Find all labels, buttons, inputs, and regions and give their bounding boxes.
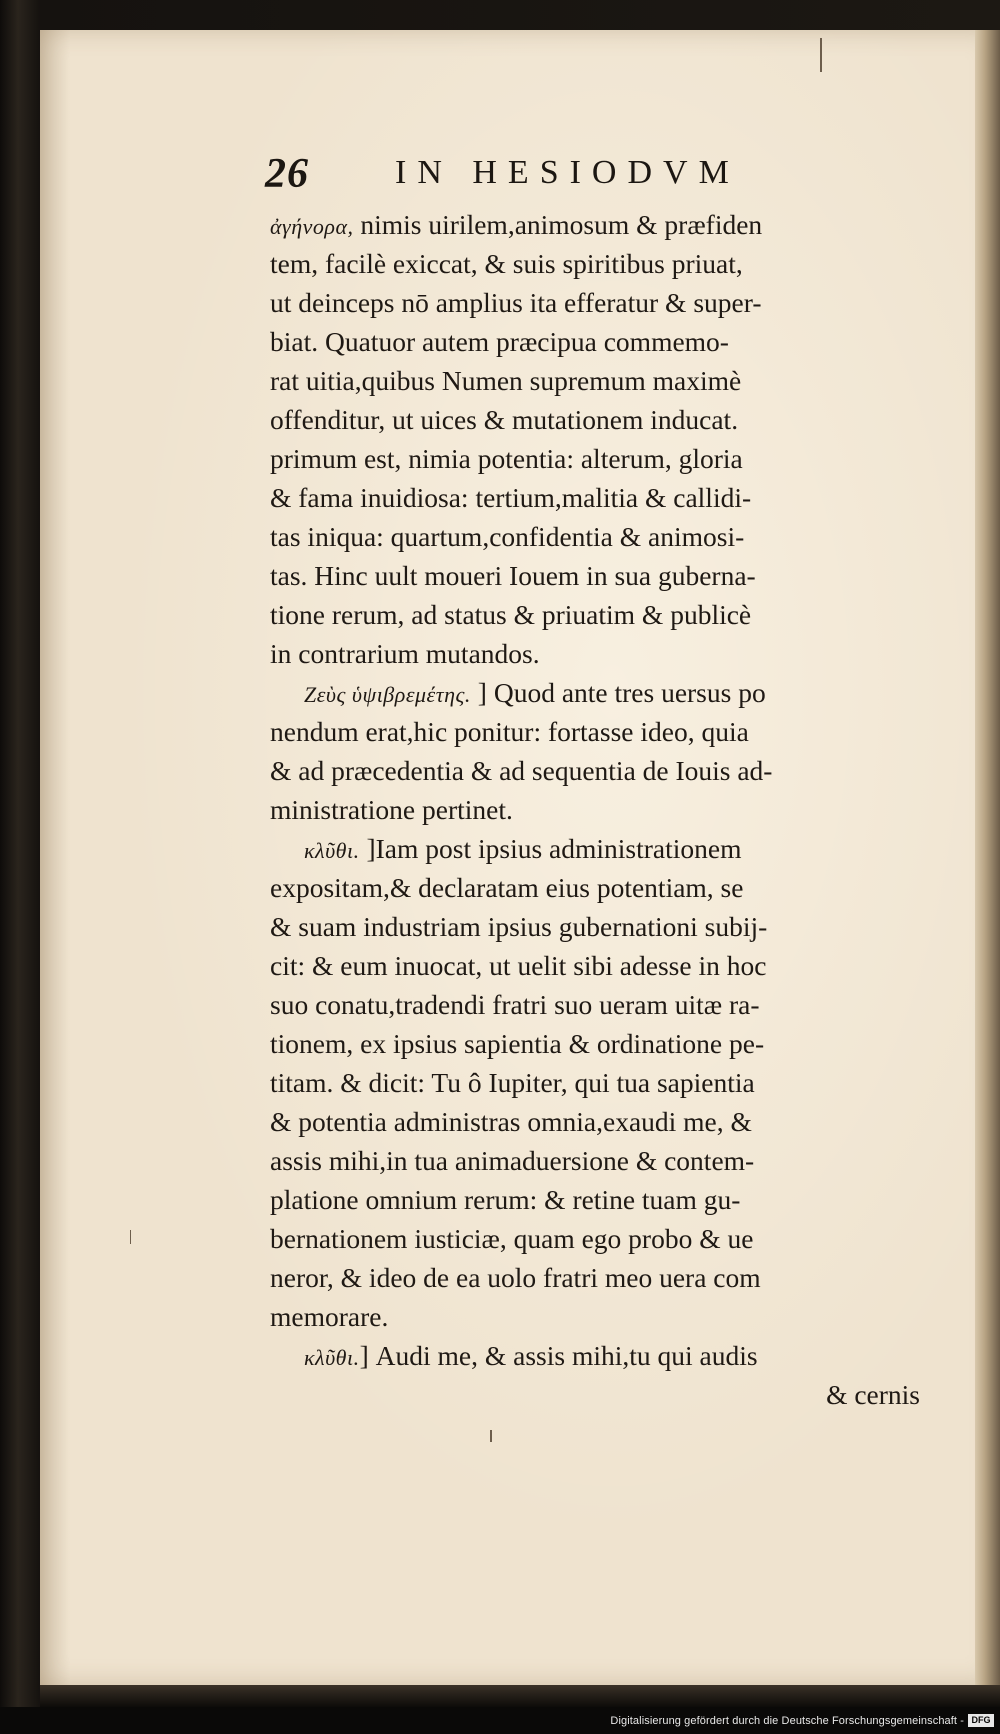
text-line — [270, 868, 920, 907]
text-line — [270, 361, 920, 400]
text-line — [270, 790, 920, 829]
line-text: rat uitia,quibus Numen supremum maximè — [270, 365, 742, 396]
page-number: 26 — [265, 151, 309, 197]
line-text: suo conatu,tradendi fratri suo ueram uitæ ra- — [270, 989, 760, 1020]
line-text: tas iniqua: quartum,confidentia & animosi- — [270, 521, 745, 552]
line-text: titam. & dicit: Tu ô Iupiter, qui tua sapientia — [270, 1067, 755, 1098]
stray-mark — [820, 38, 822, 72]
line-text: tem, facilè exiccat, & suis spiritibus priuat, — [270, 248, 743, 279]
line-text: ut deinceps nō amplius ita efferatur & super- — [270, 287, 762, 318]
greek-lemma: κλῦθι. — [304, 838, 360, 863]
line-text: primum est, nimia potentia: alterum, gloria — [270, 443, 743, 474]
line-text: & potentia administras omnia,exaudi me, & — [270, 1106, 752, 1137]
text-line — [270, 1102, 920, 1141]
line-text: & fama inuidiosa: tertium,malitia & callidi- — [270, 482, 752, 513]
text-line — [270, 1024, 920, 1063]
line-text: expositam,& declaratam eius potentiam, se — [270, 872, 744, 903]
text-line — [270, 1219, 920, 1258]
text-line — [270, 829, 920, 868]
text-line — [270, 595, 920, 634]
greek-lemma: Ζεὺς ὑψιβρεμέτης. — [304, 682, 471, 707]
line-text: platione omnium rerum: & retine tuam gu- — [270, 1184, 741, 1215]
catchword: & cernis — [826, 1379, 920, 1410]
text-line — [270, 517, 920, 556]
line-text: tionem, ex ipsius sapientia & ordinatione pe- — [270, 1028, 765, 1059]
line-text: assis mihi,in tua animaduersione & contem- — [270, 1145, 755, 1176]
text-line — [270, 751, 920, 790]
text-line — [270, 1063, 920, 1102]
text-line — [270, 1180, 920, 1219]
line-text: tione rerum, ad status & priuatim & publicè — [270, 599, 752, 630]
page-edge — [975, 30, 1000, 1685]
text-line — [270, 673, 920, 712]
line-text: in contrarium mutandos. — [270, 638, 540, 669]
stray-mark — [130, 1230, 131, 1244]
line-text: ministratione pertinet. — [270, 794, 513, 825]
line-text: memorare. — [270, 1301, 389, 1332]
text-line — [270, 634, 920, 673]
text-line — [270, 205, 920, 244]
line-text: ] Audi me, & assis mihi,tu qui audis — [359, 1340, 758, 1371]
page-header — [265, 150, 785, 200]
line-text: ] Quod ante tres uersus po — [470, 677, 766, 708]
text-line — [270, 439, 920, 478]
greek-lemma: κλῦθι. — [304, 1345, 360, 1370]
greek-lemma: ἀγήνορα, — [270, 214, 354, 239]
line-text: ]Iam post ipsius administrationem — [359, 833, 742, 864]
digitization-footer — [0, 1707, 1000, 1734]
line-text: nimis uirilem,animosum & præfiden — [353, 209, 763, 240]
running-title: IN HESIODVM — [395, 154, 740, 191]
line-text: tas. Hinc uult moueri Iouem in sua guberna- — [270, 560, 756, 591]
line-text: & suam industriam ipsius gubernationi subij- — [270, 911, 768, 942]
line-text: neror, & ideo de ea uolo fratri meo uera com — [270, 1262, 761, 1293]
text-line — [270, 1336, 920, 1375]
line-text: nendum erat,hic ponitur: fortasse ideo, quia — [270, 716, 749, 747]
text-line — [270, 946, 920, 985]
line-text: bernationem iusticiæ, quam ego probo & ue — [270, 1223, 754, 1254]
line-text: cit: & eum inuocat, ut uelit sibi adesse in hoc — [270, 950, 767, 981]
text-line — [270, 1258, 920, 1297]
text-line — [270, 556, 920, 595]
text-line — [270, 1141, 920, 1180]
text-line — [270, 1297, 920, 1336]
footer-credit: Digitalisierung gefördert durch die Deutsche Forschungsgemeinschaft - — [610, 1715, 964, 1727]
text-line — [270, 712, 920, 751]
text-line — [270, 400, 920, 439]
text-line — [270, 478, 920, 517]
line-text: offenditur, ut uices & mutationem inducat. — [270, 404, 739, 435]
text-line — [270, 244, 920, 283]
commentary-text — [270, 205, 920, 1414]
page-bottom-shadow — [40, 1685, 1000, 1707]
text-line — [270, 322, 920, 361]
dfg-logo-icon: DFG — [968, 1714, 994, 1727]
line-text: biat. Quatuor autem præcipua commemo- — [270, 326, 729, 357]
text-line — [270, 283, 920, 322]
line-text: & ad præcedentia & ad sequentia de Iouis ad- — [270, 755, 773, 786]
text-line — [270, 985, 920, 1024]
text-line — [270, 907, 920, 946]
stray-mark — [490, 1430, 492, 1442]
